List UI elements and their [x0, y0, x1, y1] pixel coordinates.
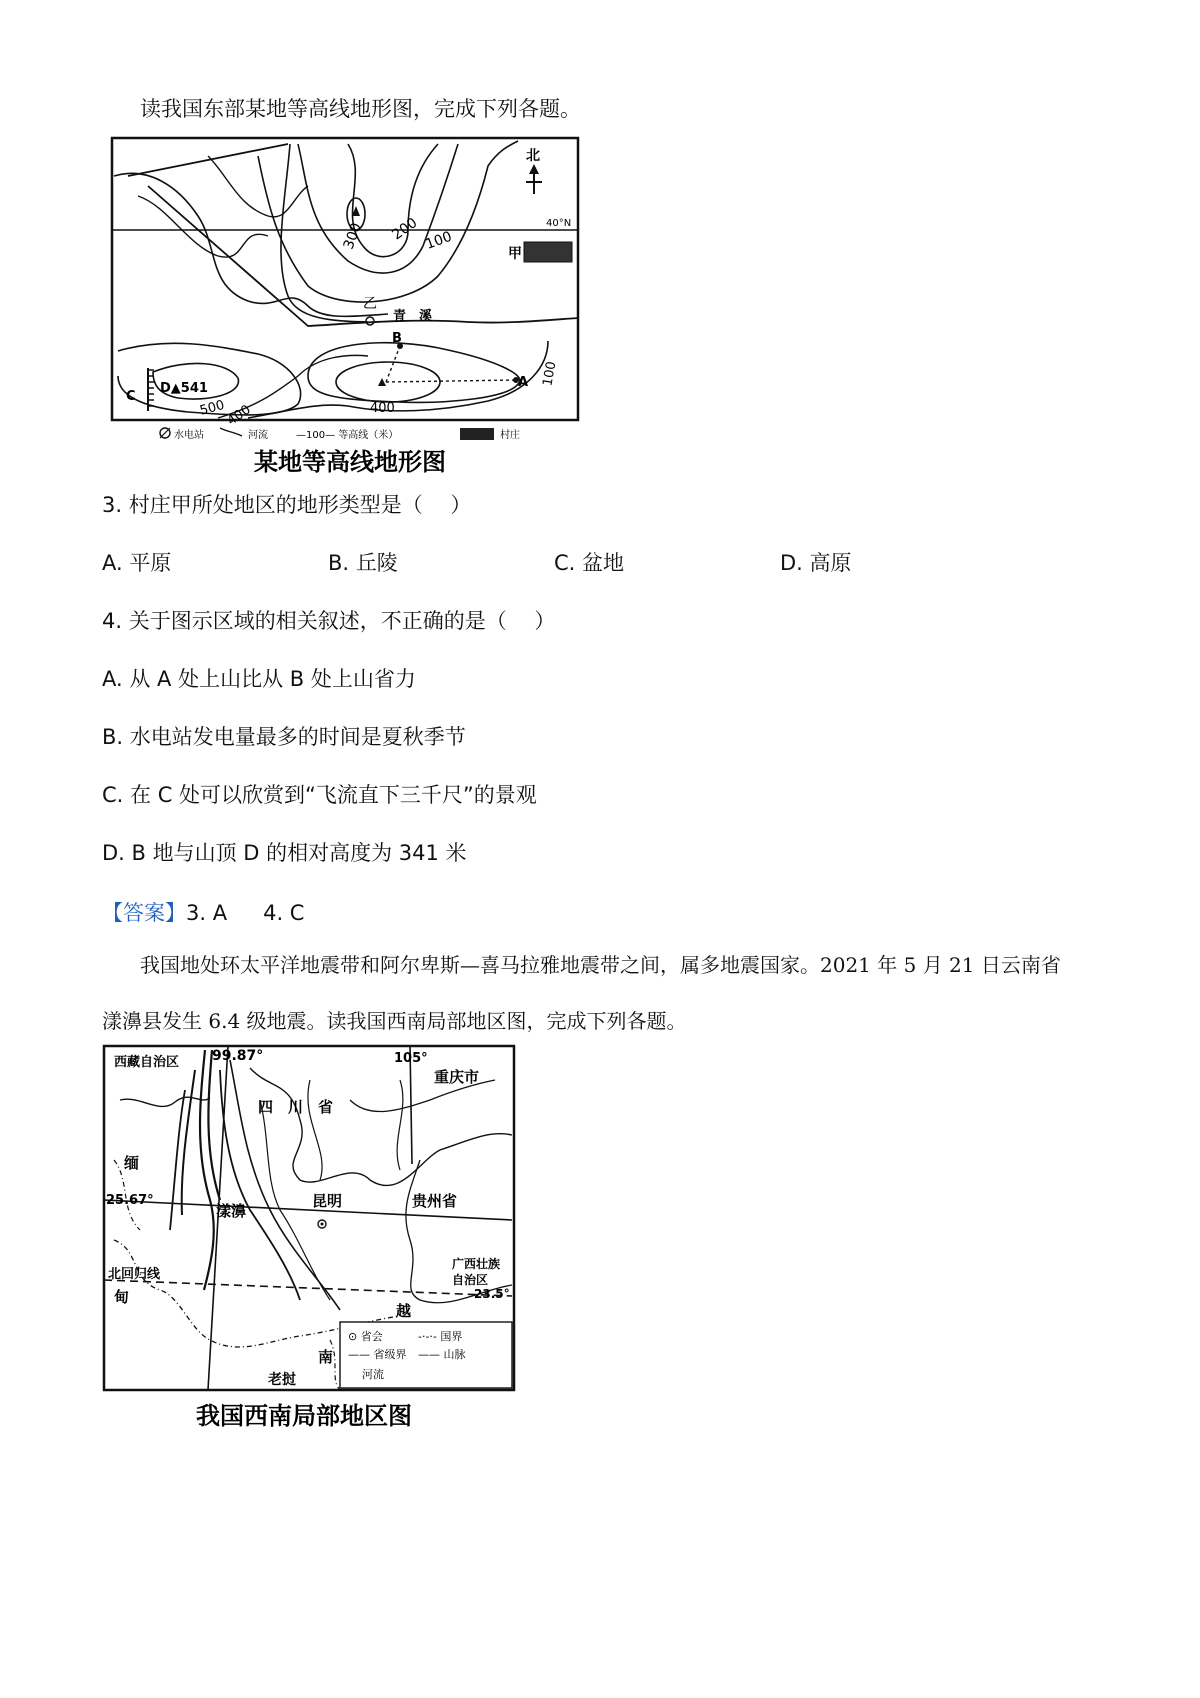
q3-option-b[interactable]: B. 丘陵 — [328, 551, 398, 575]
legend-contour: —100— 等高线（米） — [296, 430, 399, 441]
intro-text-2-line2: 漾濞县发生 6.4 级地震。读我国西南局部地区图，完成下列各题。 — [102, 1009, 687, 1033]
lat-label: 40°N — [546, 218, 572, 229]
label-xizang: 西藏自治区 — [114, 1055, 180, 1070]
legend-border: -·-·- 国界 — [418, 1330, 463, 1343]
contour-label-500: 500 — [198, 397, 227, 419]
q4-option-a[interactable]: A. 从 A 处上山比从 B 处上山省力 — [102, 667, 416, 691]
label-nan: 南 — [318, 1348, 334, 1366]
legend-river-icon — [220, 428, 242, 436]
yi-label: 乙 — [363, 296, 377, 312]
label-tropic: 北回归线 — [108, 1267, 161, 1282]
q4-stem: 4. 关于图示区域的相关叙述，不正确的是（ ） — [102, 609, 556, 633]
village-label: 甲 — [508, 246, 522, 262]
answer-4: 4. C — [263, 901, 305, 925]
village-jia — [524, 242, 572, 262]
label-guangxi-1: 广西壮族 — [452, 1257, 501, 1271]
contour-label-400: 400 — [370, 401, 395, 416]
intro-text-1: 读我国东部某地等高线地形图，完成下列各题。 — [140, 97, 581, 121]
q4-option-d[interactable]: D. B 地与山顶 D 的相对高度为 341 米 — [102, 841, 467, 865]
label-chongqing: 重庆市 — [434, 1068, 480, 1086]
label-kunming: 昆明 — [312, 1192, 343, 1210]
answer-tag: 【答案】 — [102, 901, 186, 925]
answer-line — [102, 898, 304, 928]
contour-label-400-west: 400 — [224, 402, 254, 429]
map1-caption: 某地等高线地形图 — [254, 448, 446, 476]
intro-text-2-line1: 我国地处环太平洋地震带和阿尔卑斯—喜马拉雅地震带之间，属多地震国家。2021 年 5 月 21 日云南省 — [140, 953, 1061, 977]
answer-3: 3. A — [186, 901, 228, 925]
q3-option-c[interactable]: C. 盆地 — [554, 551, 625, 575]
peak-d-label: D▲541 — [160, 381, 208, 396]
q3-option-a[interactable]: A. 平原 — [102, 551, 172, 575]
legend-village-icon — [460, 428, 494, 440]
label-lat1: 25.67° — [106, 1193, 154, 1208]
label-lat2: 23.5° — [474, 1287, 510, 1301]
contour-map-figure — [108, 136, 584, 476]
legend-village: 村庄 — [500, 430, 520, 441]
legend-hydro: 水电站 — [174, 430, 204, 441]
label-lon2: 105° — [394, 1051, 428, 1066]
contour-map — [108, 136, 584, 476]
contour-label-100: 100 — [423, 228, 455, 253]
q3-stem: 3. 村庄甲所处地区的地形类型是（ ） — [102, 493, 472, 517]
label-sichuan: 四 川 省 — [258, 1098, 334, 1116]
legend-capital: ⊙ 省会 — [348, 1330, 383, 1343]
north-label: 北 — [526, 148, 540, 164]
legend-province: —— 省级界 — [348, 1348, 407, 1361]
southwest-map — [100, 1040, 520, 1430]
contour-label-100-east: 100 — [540, 360, 560, 388]
q4-option-c[interactable]: C. 在 C 处可以欣赏到“飞流直下三千尺”的景观 — [102, 783, 537, 807]
label-guangxi-2: 自治区 — [452, 1273, 489, 1287]
label-laowo: 老挝 — [268, 1372, 296, 1388]
map1-frame — [112, 138, 578, 420]
river-label: 青 溪 — [393, 309, 433, 324]
point-a-label: A — [518, 375, 529, 390]
map2-caption: 我国西南局部地区图 — [196, 1402, 412, 1430]
point-b-label: B — [392, 331, 402, 346]
legend-river: 河流 — [248, 430, 268, 441]
label-mian: 缅 — [124, 1154, 140, 1172]
legend-mountain: —— 山脉 — [418, 1348, 466, 1361]
contour-label-300: 300 — [340, 220, 365, 252]
label-yue: 越 — [396, 1302, 412, 1320]
label-dian: 甸 — [114, 1288, 130, 1306]
q3-option-d[interactable]: D. 高原 — [780, 551, 852, 575]
label-guizhou: 贵州省 — [412, 1192, 458, 1210]
legend-river: 河流 — [362, 1368, 384, 1381]
label-lon1: 99.87° — [212, 1048, 264, 1064]
point-c-label: C — [126, 389, 136, 404]
southwest-map-figure — [100, 1040, 520, 1430]
q4-option-b[interactable]: B. 水电站发电量最多的时间是夏秋季节 — [102, 725, 466, 749]
contour-label-200: 200 — [389, 214, 421, 244]
label-yangbi: 漾濞 — [216, 1202, 247, 1220]
